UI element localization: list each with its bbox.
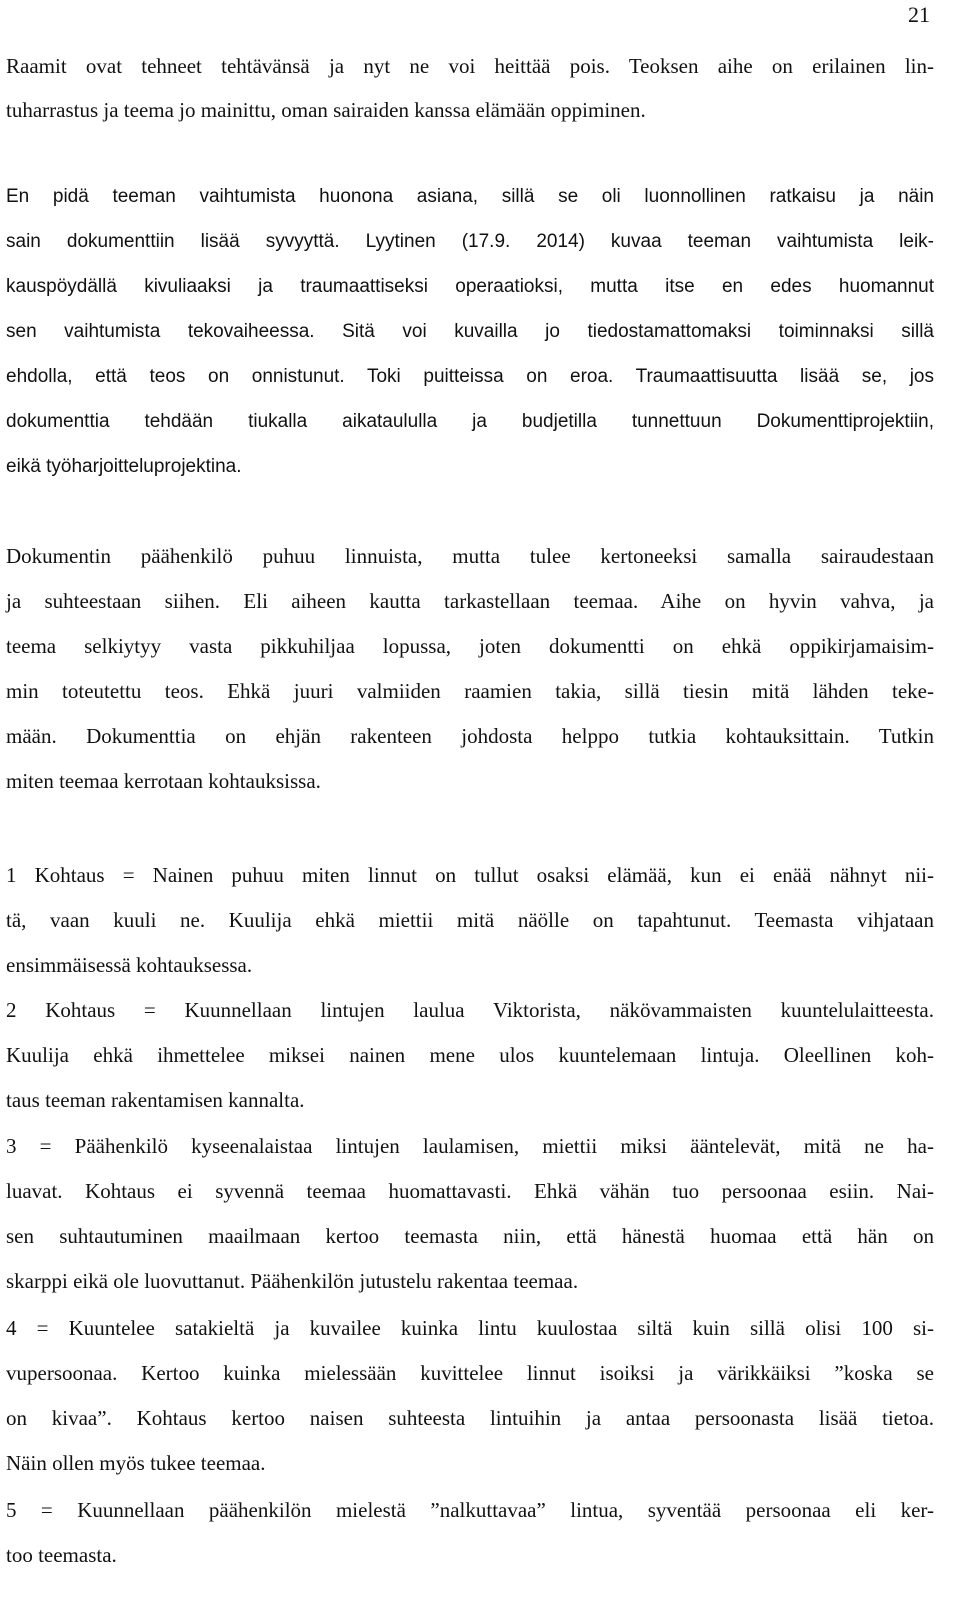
text-line: too teemasta.: [6, 1543, 117, 1567]
text-line: Kuulija ehkä ihmettelee miksei nainen mene ulos kuuntelemaan lintuja. Oleellinen koh-: [6, 1043, 934, 1067]
text-line: Näin ollen myös tukee teemaa.: [6, 1451, 266, 1475]
text-line: 5 = Kuunnellaan päähenkilön mielestä ”nalkuttavaa” lintua, syventää persoonaa eli ker-: [6, 1498, 934, 1522]
text-line: mään. Dokumenttia on ehjän rakenteen johdosta helppo tutkia kohtauksittain. Tutkin: [6, 724, 934, 748]
paragraph-kohtaus-2: [6, 988, 934, 1123]
text-line: luavat. Kohtaus ei syvennä teemaa huomattavasti. Ehkä vähän tuo persoonaa esiin. Nai-: [6, 1179, 934, 1203]
text-line: tä, vaan kuuli ne. Kuulija ehkä miettii mitä näölle on tapahtunut. Teemasta vihjataan: [6, 908, 934, 932]
text-line: En pidä teeman vaihtumista huonona asiana, sillä se oli luonnollinen ratkaisu ja näin: [6, 186, 934, 207]
text-line: ja suhteestaan siihen. Eli aiheen kautta tarkastellaan teemaa. Aihe on hyvin vahva, ja: [6, 589, 934, 613]
text-line: Raamit ovat tehneet tehtävänsä ja nyt ne voi heittää pois. Teoksen aihe on erilainen lin-: [6, 54, 934, 78]
paragraph-1: [6, 44, 934, 132]
text-line: Dokumentin päähenkilö puhuu linnuista, mutta tulee kertoneeksi samalla sairaudestaan: [6, 544, 934, 568]
text-line: on kivaa”. Kohtaus kertoo naisen suhteesta lintuihin ja antaa persoonasta lisää tietoa.: [6, 1406, 934, 1430]
text-line: vupersoonaa. Kertoo kuinka mielessään kuvittelee linnut isoiksi ja värikkäiksi ”koska se: [6, 1361, 934, 1385]
text-line: 1 Kohtaus = Nainen puhuu miten linnut on tullut osaksi elämää, kun ei enää nähnyt nii-: [6, 863, 934, 887]
page-number: 21: [908, 2, 930, 27]
text-line: miten teemaa kerrotaan kohtauksissa.: [6, 769, 321, 793]
text-line: 2 Kohtaus = Kuunnellaan lintujen laulua Viktorista, näkövammaisten kuuntelulaitteesta.: [6, 998, 934, 1022]
text-line: min toteutettu teos. Ehkä juuri valmiiden raamien takia, sillä tiesin mitä lähden teke-: [6, 679, 934, 703]
text-line: 3 = Päähenkilö kyseenalaistaa lintujen laulamisen, miettii miksi ääntelevät, mitä ne ha-: [6, 1134, 934, 1158]
paragraph-2: [6, 174, 934, 489]
paragraph-kohtaus-1: [6, 853, 934, 988]
paragraph-kohtaus-4: [6, 1306, 934, 1486]
text-line: sen suhtautuminen maailmaan kertoo teemasta niin, että hänestä huomaa että hän on: [6, 1224, 934, 1248]
text-line: dokumenttia tehdään tiukalla aikataululla ja budjetilla tunnettuun Dokumenttiprojektiin,: [6, 411, 934, 432]
text-line: skarppi eikä ole luovuttanut. Päähenkilön jutustelu rakentaa teemaa.: [6, 1269, 579, 1293]
paragraph-kohtaus-5: [6, 1488, 934, 1578]
text-line: sain dokumenttiin lisää syvyyttä. Lyytinen (17.9. 2014) kuvaa teeman vaihtumista leik-: [6, 231, 934, 252]
text-line: 4 = Kuuntelee satakieltä ja kuvailee kuinka lintu kuulostaa siltä kuin sillä olisi 100 si-: [6, 1316, 934, 1340]
text-line: teema selkiytyy vasta pikkuhiljaa lopussa, joten dokumentti on ehkä oppikirjamaisim-: [6, 634, 934, 658]
text-line: tuharrastus ja teema jo mainittu, oman sairaiden kanssa elämään oppiminen.: [6, 98, 646, 122]
text-line: ehdolla, että teos on onnistunut. Toki puitteissa on eroa. Traumaattisuutta lisää se, jos: [6, 366, 934, 387]
text-line: ensimmäisessä kohtauksessa.: [6, 953, 253, 977]
text-line: sen vaihtumista tekovaiheessa. Sitä voi kuvailla jo tiedostamattomaksi toiminnaksi sillä: [6, 321, 934, 342]
paragraph-kohtaus-3: [6, 1124, 934, 1304]
text-line: taus teeman rakentamisen kannalta.: [6, 1088, 305, 1112]
paragraph-3: [6, 534, 934, 804]
text-line: eikä työharjoitteluprojektina.: [6, 456, 242, 477]
text-line: kauspöydällä kivuliaaksi ja traumaattiseksi operaatioksi, mutta itse en edes huomannut: [6, 276, 934, 297]
